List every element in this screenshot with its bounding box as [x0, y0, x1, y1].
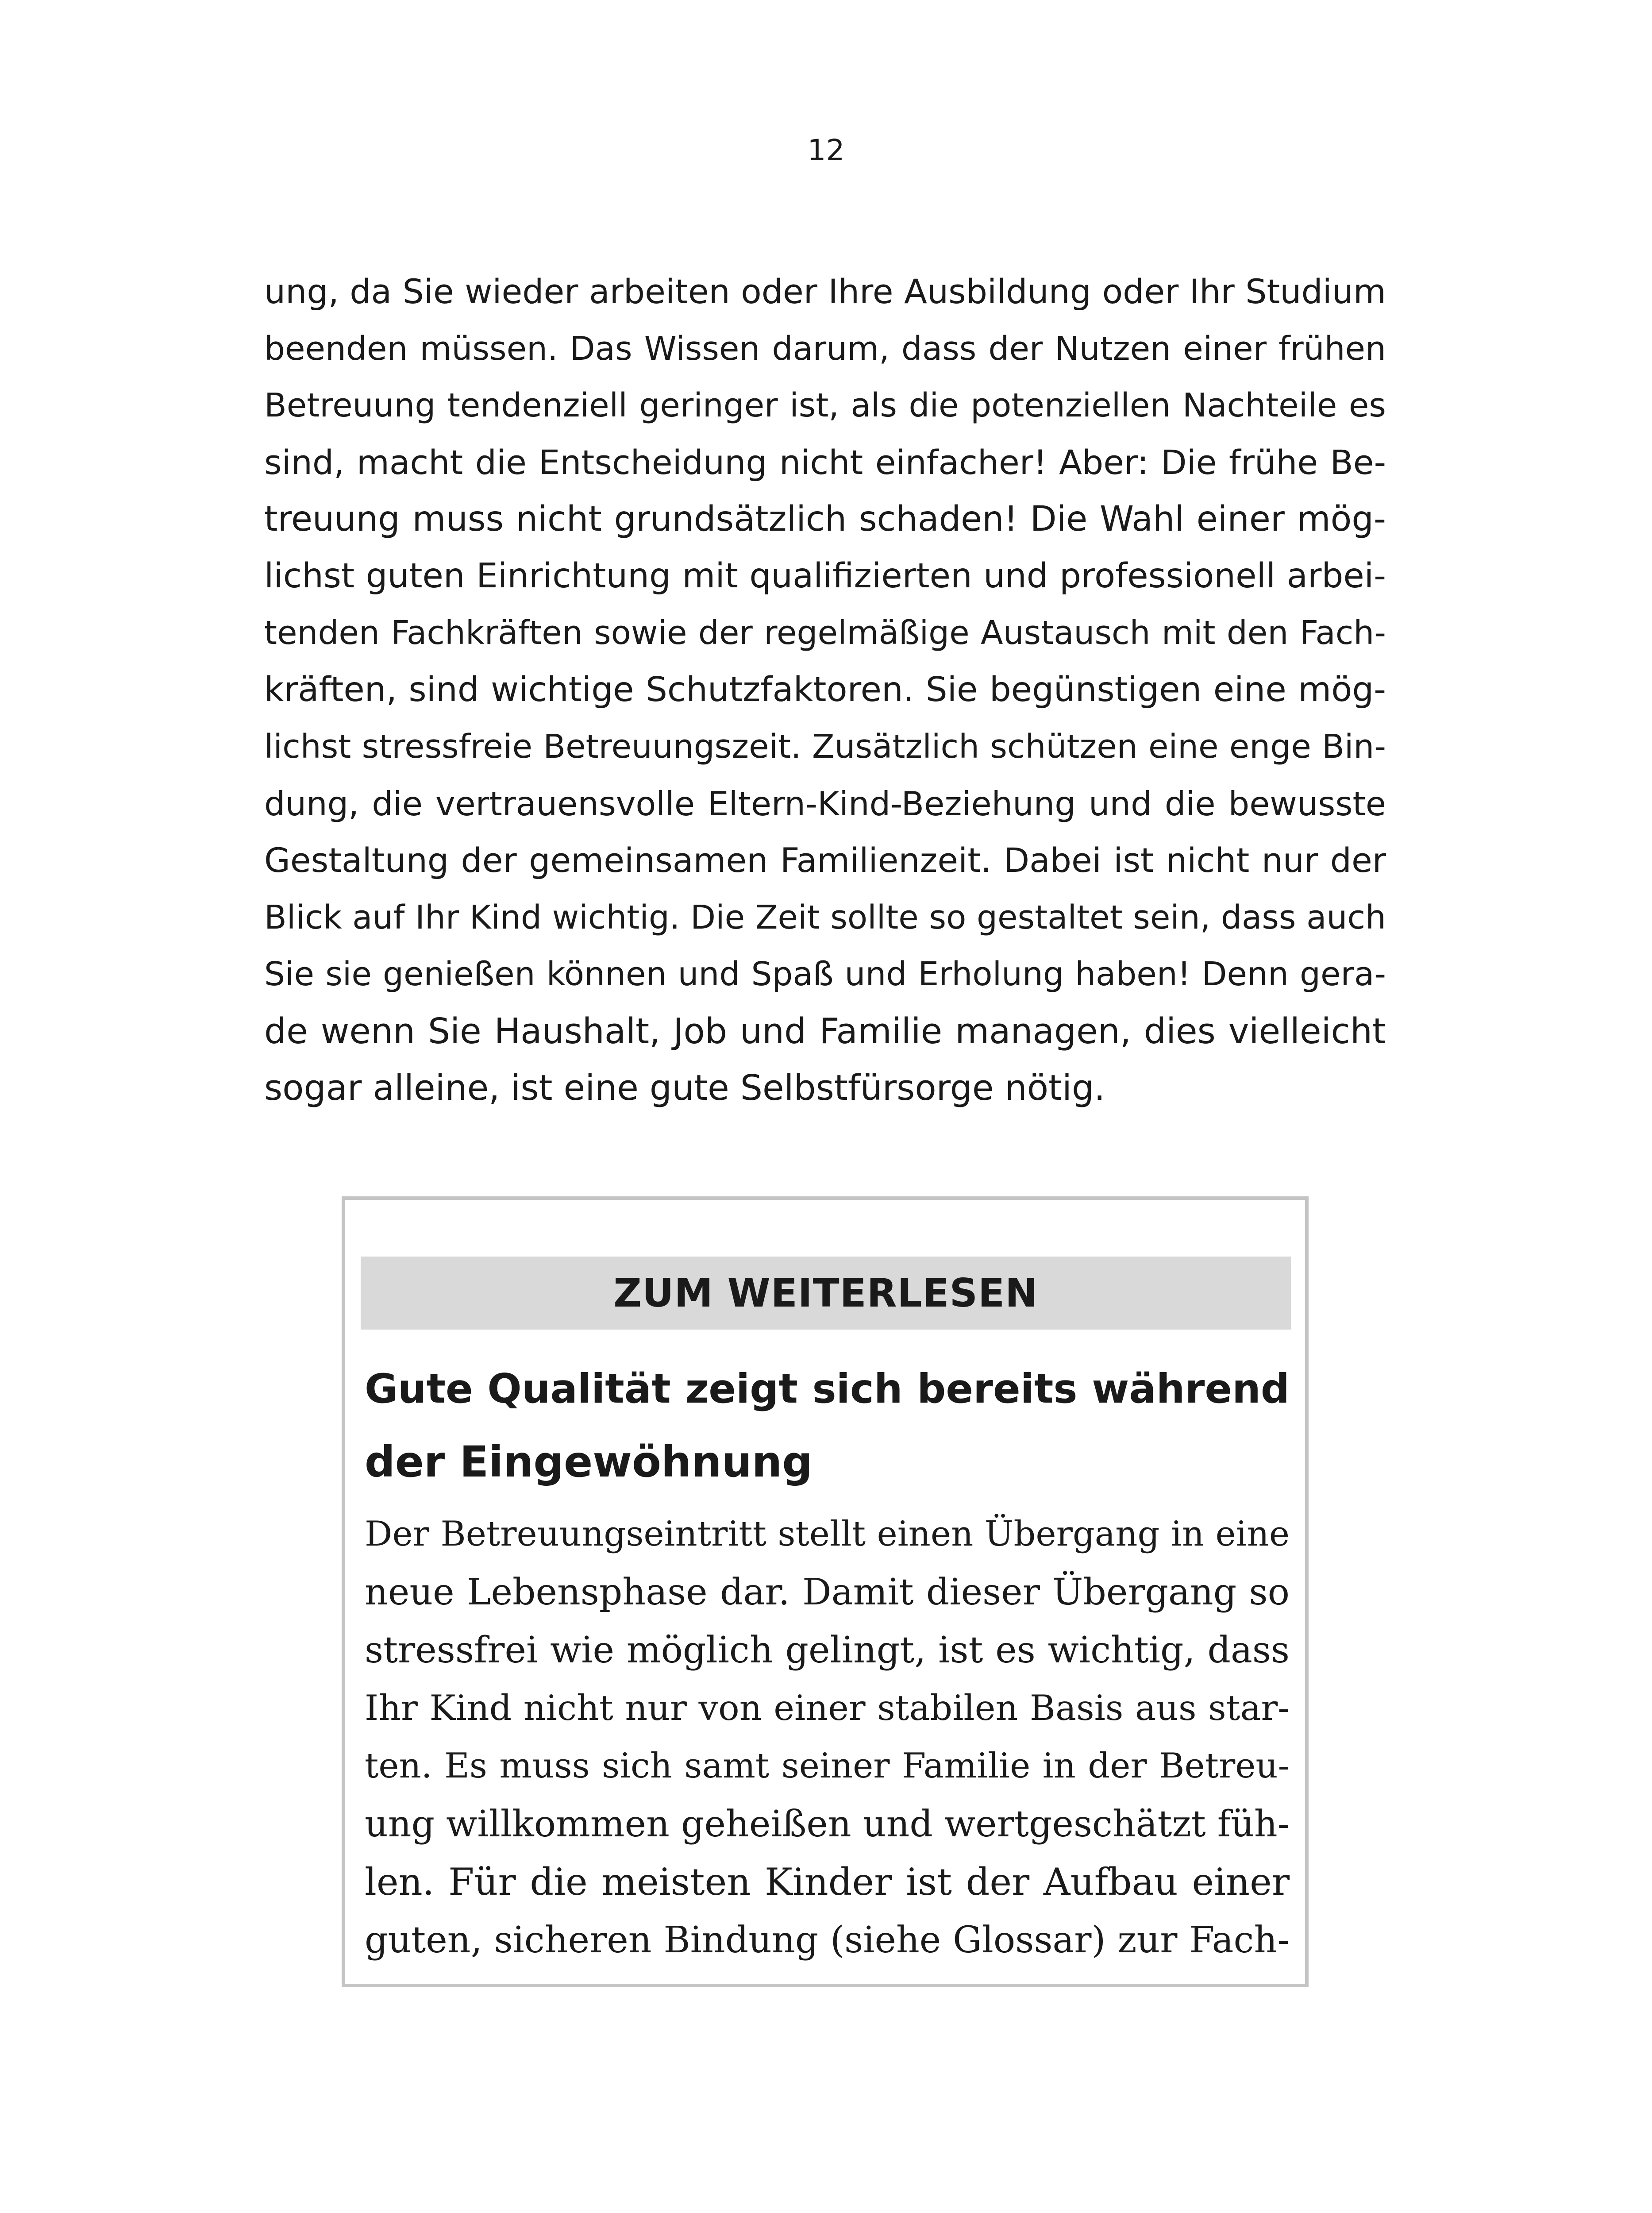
text-line: dung, die vertrauensvolle Eltern-Kind-Beziehung und die bewusste	[264, 784, 1386, 823]
box-text-line: ung willkommen geheißen und wertgeschätzt füh-	[365, 1803, 1290, 1845]
text-line: tenden Fachkräften sowie der regelmäßige Austausch mit den Fach-	[264, 614, 1386, 652]
text-line: ung, da Sie wieder arbeiten oder Ihre Ausbildung oder Ihr Studium	[264, 272, 1386, 311]
text-line: de wenn Sie Haushalt, Job und Familie managen, dies vielleicht	[264, 1010, 1386, 1052]
further-reading-box	[342, 1196, 1309, 1987]
box-text-line: len. Für die meisten Kinder ist der Aufbau einer	[365, 1860, 1290, 1904]
title-line: der Eingewöhnung	[365, 1437, 813, 1487]
text-line: sogar alleine, ist eine gute Selbstfürsorge nötig.	[264, 1068, 1105, 1108]
text-line: Gestaltung der gemeinsamen Familienzeit. Dabei ist nicht nur der	[264, 840, 1386, 880]
page-number: 12	[807, 133, 845, 167]
box-paragraph	[365, 1505, 1290, 1969]
box-header: ZUM WEITERLESEN	[361, 1257, 1291, 1330]
box-text-line: guten, sicheren Bindung (siehe Glossar) zur Fach-	[365, 1919, 1290, 1961]
box-text-line: Der Betreuungseintritt stellt einen Übergang in eine	[365, 1514, 1290, 1554]
text-line: kräften, sind wichtige Schutzfaktoren. Sie begünstigen eine mög-	[264, 670, 1386, 709]
box-text-line: ten. Es muss sich samt seiner Familie in der Betreu-	[365, 1746, 1290, 1786]
body-paragraph	[264, 263, 1386, 1117]
text-line: lichst guten Einrichtung mit qualifizierten und professionell arbei-	[264, 556, 1386, 596]
box-text-line: neue Lebensphase dar. Damit dieser Übergang so	[365, 1571, 1290, 1613]
text-line: beenden müssen. Das Wissen darum, dass der Nutzen einer frühen	[264, 329, 1386, 368]
text-line: treuung muss nicht grundsätzlich schaden! Die Wahl einer mög-	[264, 499, 1386, 539]
text-line: lichst stressfreie Betreuungszeit. Zusätzlich schützen eine enge Bin-	[264, 728, 1386, 766]
text-line: Betreuung tendenziell geringer ist, als die potenziellen Nachteile es	[264, 386, 1386, 424]
box-text-line: stressfrei wie möglich gelingt, ist es wichtig, dass	[365, 1629, 1290, 1671]
text-line: Blick auf Ihr Kind wichtig. Die Zeit sollte so gestaltet sein, dass auch	[264, 898, 1386, 937]
box-title	[365, 1353, 1290, 1499]
text-line: Sie sie genießen können und Spaß und Erholung haben! Denn gera-	[264, 955, 1386, 993]
box-text-line: Ihr Kind nicht nur von einer stabilen Basis aus star-	[365, 1688, 1290, 1728]
text-line: sind, macht die Entscheidung nicht einfacher! Aber: Die frühe Be-	[264, 442, 1386, 482]
title-line: Gute Qualität zeigt sich bereits während	[365, 1366, 1290, 1412]
